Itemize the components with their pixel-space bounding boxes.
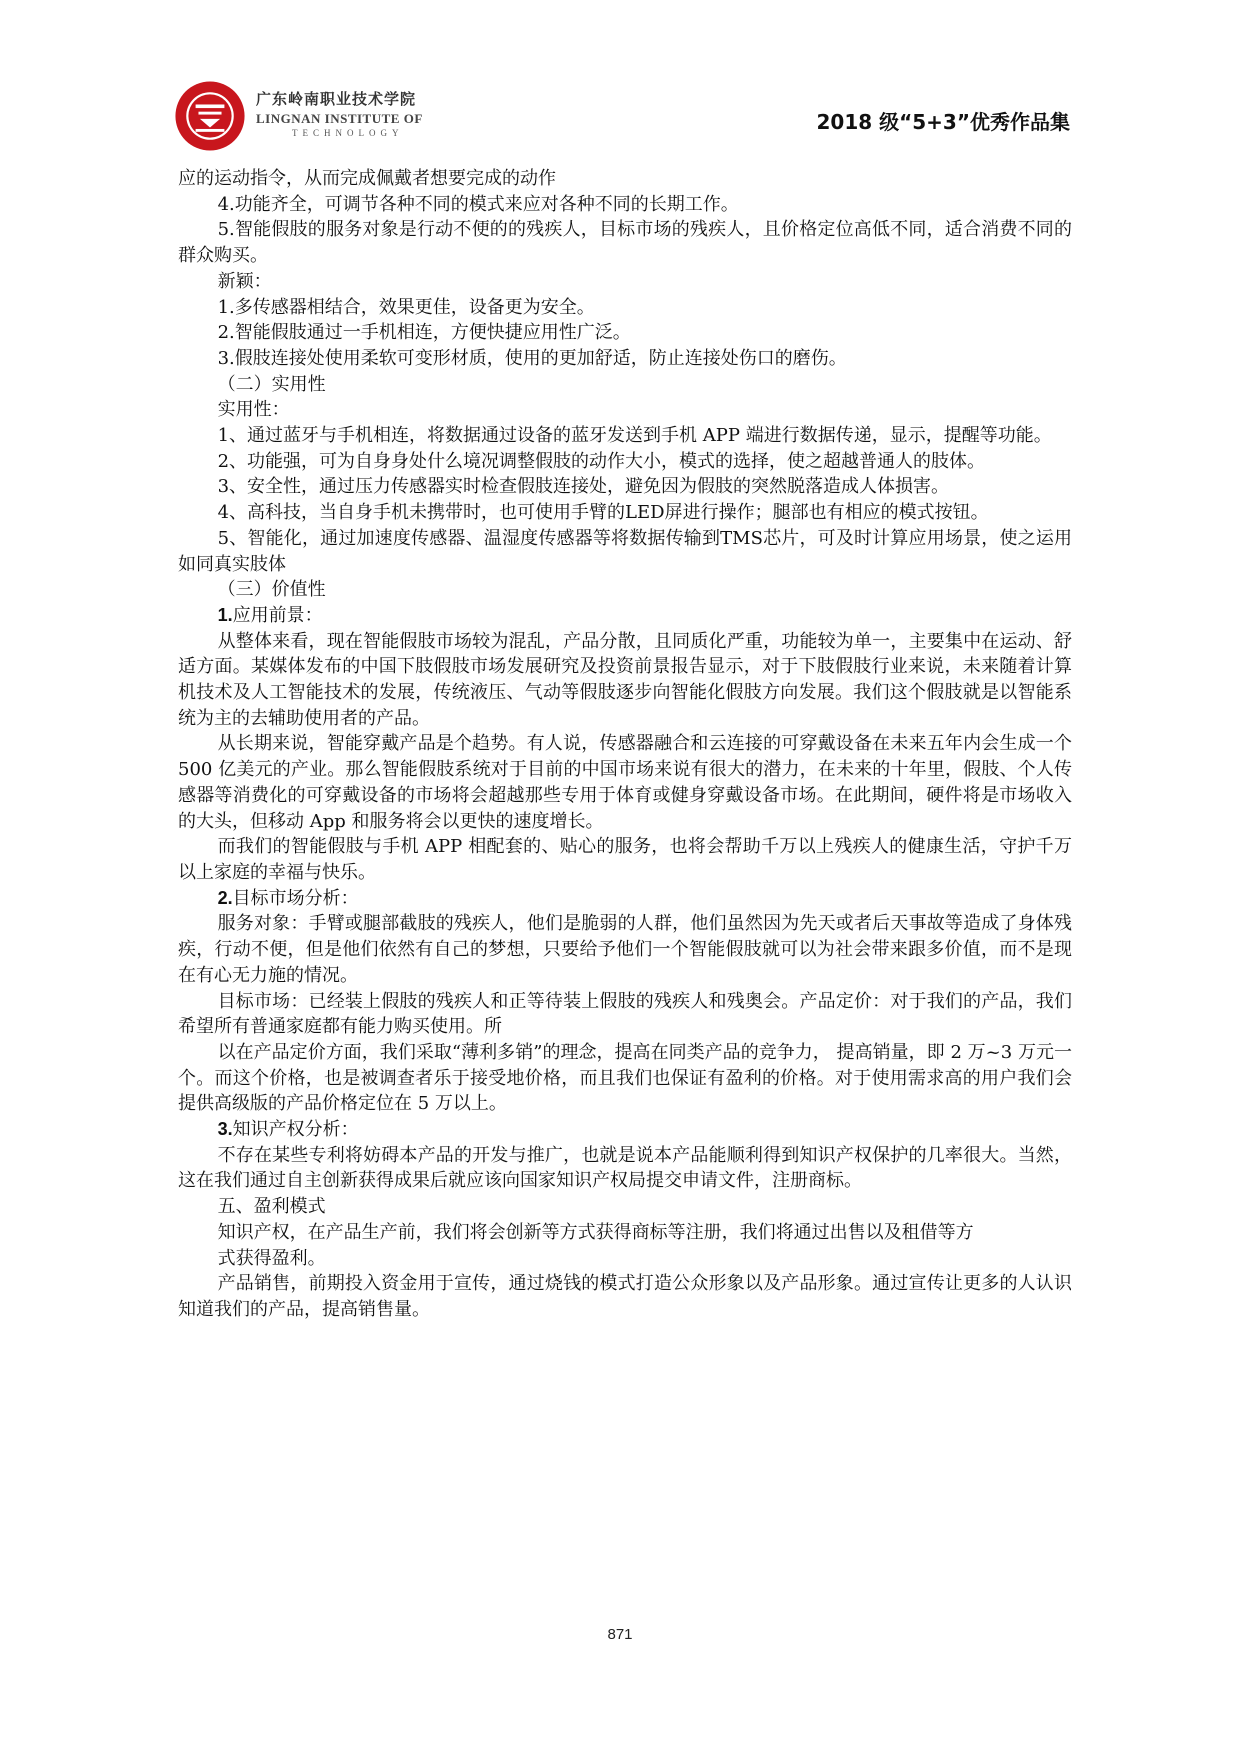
- section-number: 3.: [217, 1119, 233, 1140]
- paragraph-text: 知识产权分析：: [232, 1119, 359, 1141]
- paragraph: [178, 474, 1072, 500]
- paragraph: [178, 500, 1072, 526]
- paragraph-text: 知识产权，在产品生产前，我们将会创新等方式获得商标等注册，我们将通过出售以及租借等方: [217, 1221, 974, 1243]
- paragraph-text: 目标市场分析：: [232, 887, 359, 909]
- page-header: [170, 66, 1070, 146]
- collection-title: 2018 级“5+3”优秀作品集: [816, 110, 1070, 134]
- paragraph-text: 应用前景：: [232, 604, 323, 626]
- paragraph: [178, 1220, 1072, 1246]
- paragraph: [178, 886, 1072, 912]
- paragraph-text: 以在产品定价方面，我们采取“薄利多销”的理念，提高在同类产品的竞争力， 提高销量，即 2 万~3 万元一个。而这个价格，也是被调查者乐于接受地价格，而且我们也保证有盈利的价格。对于使用需求高的用户我们会提供高级版的产品价格定位在 5 万以上。: [178, 1041, 1072, 1115]
- paragraph: [178, 577, 1072, 603]
- paragraph-text: 目标市场：已经装上假肢的残疾人和正等待装上假肢的残疾人和残奥会。产品定价：对于我们的产品，我们希望所有普通家庭都有能力购买使用。所: [178, 990, 1072, 1038]
- paragraph: [178, 731, 1072, 834]
- paragraph: [178, 989, 1072, 1040]
- paragraph: [178, 526, 1072, 577]
- paragraph-text: 从长期来说，智能穿戴产品是个趋势。有人说，传感器融合和云连接的可穿戴设备在未来五年内会生成一个 500 亿美元的产业。那么智能假肢系统对于目前的中国市场来说有很大的潜力，在未来的十年里，假肢、个人传感器等消费化的可穿戴设备的市场将会超越那些专用于体育或健身穿戴设备市场。在此期间，硬件将是市场收入的大头，但移动 App 和服务将会以更快的速度增长。: [178, 733, 1072, 832]
- institute-name: [256, 88, 423, 138]
- section-number: 2.: [217, 887, 233, 908]
- paragraph: [178, 603, 1072, 629]
- document-body: [178, 166, 1072, 1323]
- paragraph: [178, 629, 1072, 732]
- paragraph: [178, 834, 1072, 885]
- paragraph-text: 而我们的智能假肢与手机 APP 相配套的、贴心的服务，也将会帮助千万以上残疾人的健康生活，守护千万以上家庭的幸福与快乐。: [178, 836, 1072, 883]
- paragraph: [178, 295, 1072, 321]
- paragraph: [178, 423, 1072, 449]
- paragraph: [178, 911, 1072, 988]
- paragraph-text: 2、功能强，可为自身身处什么境况调整假肢的动作大小，模式的选择，使之超越普通人的肢体。: [217, 450, 986, 472]
- paragraph-text: 从整体来看，现在智能假肢市场较为混乱，产品分散，且同质化严重，功能较为单一，主要集中在运动、舒适方面。某媒体发布的中国下肢假肢市场发展研究及投资前景报告显示，对于下肢假肢行业来说，未来随着计算机技术及人工智能技术的发展，传统液压、气动等假肢逐步向智能化假肢方向发展。我们这个假肢就是以智能系统为主的去辅助使用者的产品。: [178, 630, 1072, 729]
- paragraph: [178, 1271, 1072, 1322]
- paragraph: [178, 217, 1072, 268]
- paragraph: [178, 1246, 1072, 1272]
- page-number: 871: [607, 1626, 633, 1643]
- paragraph: [178, 449, 1072, 475]
- paragraph: [178, 1117, 1072, 1143]
- paragraph: [178, 1040, 1072, 1117]
- institute-name-cn: 广东岭南职业技术学院: [256, 90, 417, 108]
- paragraph-text: 2.智能假肢通过一手机相连，方便快捷应用性广泛。: [217, 322, 631, 344]
- institute-name-en: LINGNAN INSTITUTE OF: [256, 111, 423, 126]
- paragraph-text: 产品销售，前期投入资金用于宣传，通过烧钱的模式打造公众形象以及产品形象。通过宣传让更多的人认识知道我们的产品，提高销售量。: [178, 1273, 1072, 1320]
- lingnan-logo-icon: [174, 80, 246, 152]
- paragraph: [178, 346, 1072, 372]
- paragraph: [178, 166, 1072, 192]
- paragraph-text: 1.多传感器相结合，效果更佳，设备更为安全。: [217, 296, 595, 318]
- paragraph-text: 五、盈利模式: [217, 1196, 326, 1218]
- paragraph-text: 3.假肢连接处使用柔软可变形材质，使用的更加舒适，防止连接处伤口的磨伤。: [217, 347, 847, 369]
- paragraph-text: 5、智能化，通过加速度传感器、温湿度传感器等将数据传输到TMS芯片，可及时计算应用场景，使之运用如同真实肢体: [178, 527, 1072, 575]
- paragraph-text: 服务对象：手臂或腿部截肢的残疾人，他们是脆弱的人群，他们虽然因为先天或者后天事故等造成了身体残疾，行动不便，但是他们依然有自己的梦想，只要给予他们一个智能假肢就可以为社会带来跟多价值，而不是现在有心无力施的情况。: [178, 913, 1072, 986]
- paragraph-text: 3、安全性，通过压力传感器实时检查假肢连接处，避免因为假肢的突然脱落造成人体损害。: [217, 476, 950, 498]
- paragraph-text: 式获得盈利。: [217, 1247, 326, 1269]
- paragraph: [178, 1194, 1072, 1220]
- paragraph-text: 1、通过蓝牙与手机相连，将数据通过设备的蓝牙发送到手机 APP 端进行数据传递，显示，提醒等功能。: [217, 425, 1052, 447]
- paragraph: [178, 372, 1072, 398]
- section-number: 1.: [217, 604, 233, 625]
- paragraph-text: 新颖：: [217, 270, 272, 292]
- paragraph-text: 应的运动指令，从而完成佩戴者想要完成的动作: [178, 168, 556, 189]
- paragraph-text: 不存在某些专利将妨碍本产品的开发与推广，也就是说本产品能顺利得到知识产权保护的几率很大。当然，这在我们通过自主创新获得成果后就应该向国家知识产权局提交申请文件，注册商标。: [178, 1144, 1072, 1192]
- paragraph-text: （二）实用性: [217, 373, 326, 395]
- paragraph: [178, 320, 1072, 346]
- paragraph: [178, 269, 1072, 295]
- paragraph-text: 实用性：: [217, 399, 290, 421]
- paragraph: [178, 192, 1072, 218]
- paragraph-text: 5.智能假肢的服务对象是行动不便的的残疾人，目标市场的残疾人，且价格定位高低不同，适合消费不同的群众购买。: [178, 219, 1072, 267]
- paragraph: [178, 1143, 1072, 1194]
- institute-name-en-2: TECHNOLOGY: [292, 128, 404, 138]
- paragraph-text: （三）价值性: [217, 579, 326, 601]
- paragraph-text: 4、高科技，当自身手机未携带时，也可使用手臂的LED屏进行操作；腿部也有相应的模式按钮。: [217, 502, 989, 524]
- paragraph: [178, 397, 1072, 423]
- paragraph-text: 4.功能齐全，可调节各种不同的模式来应对各种不同的长期工作。: [217, 193, 739, 215]
